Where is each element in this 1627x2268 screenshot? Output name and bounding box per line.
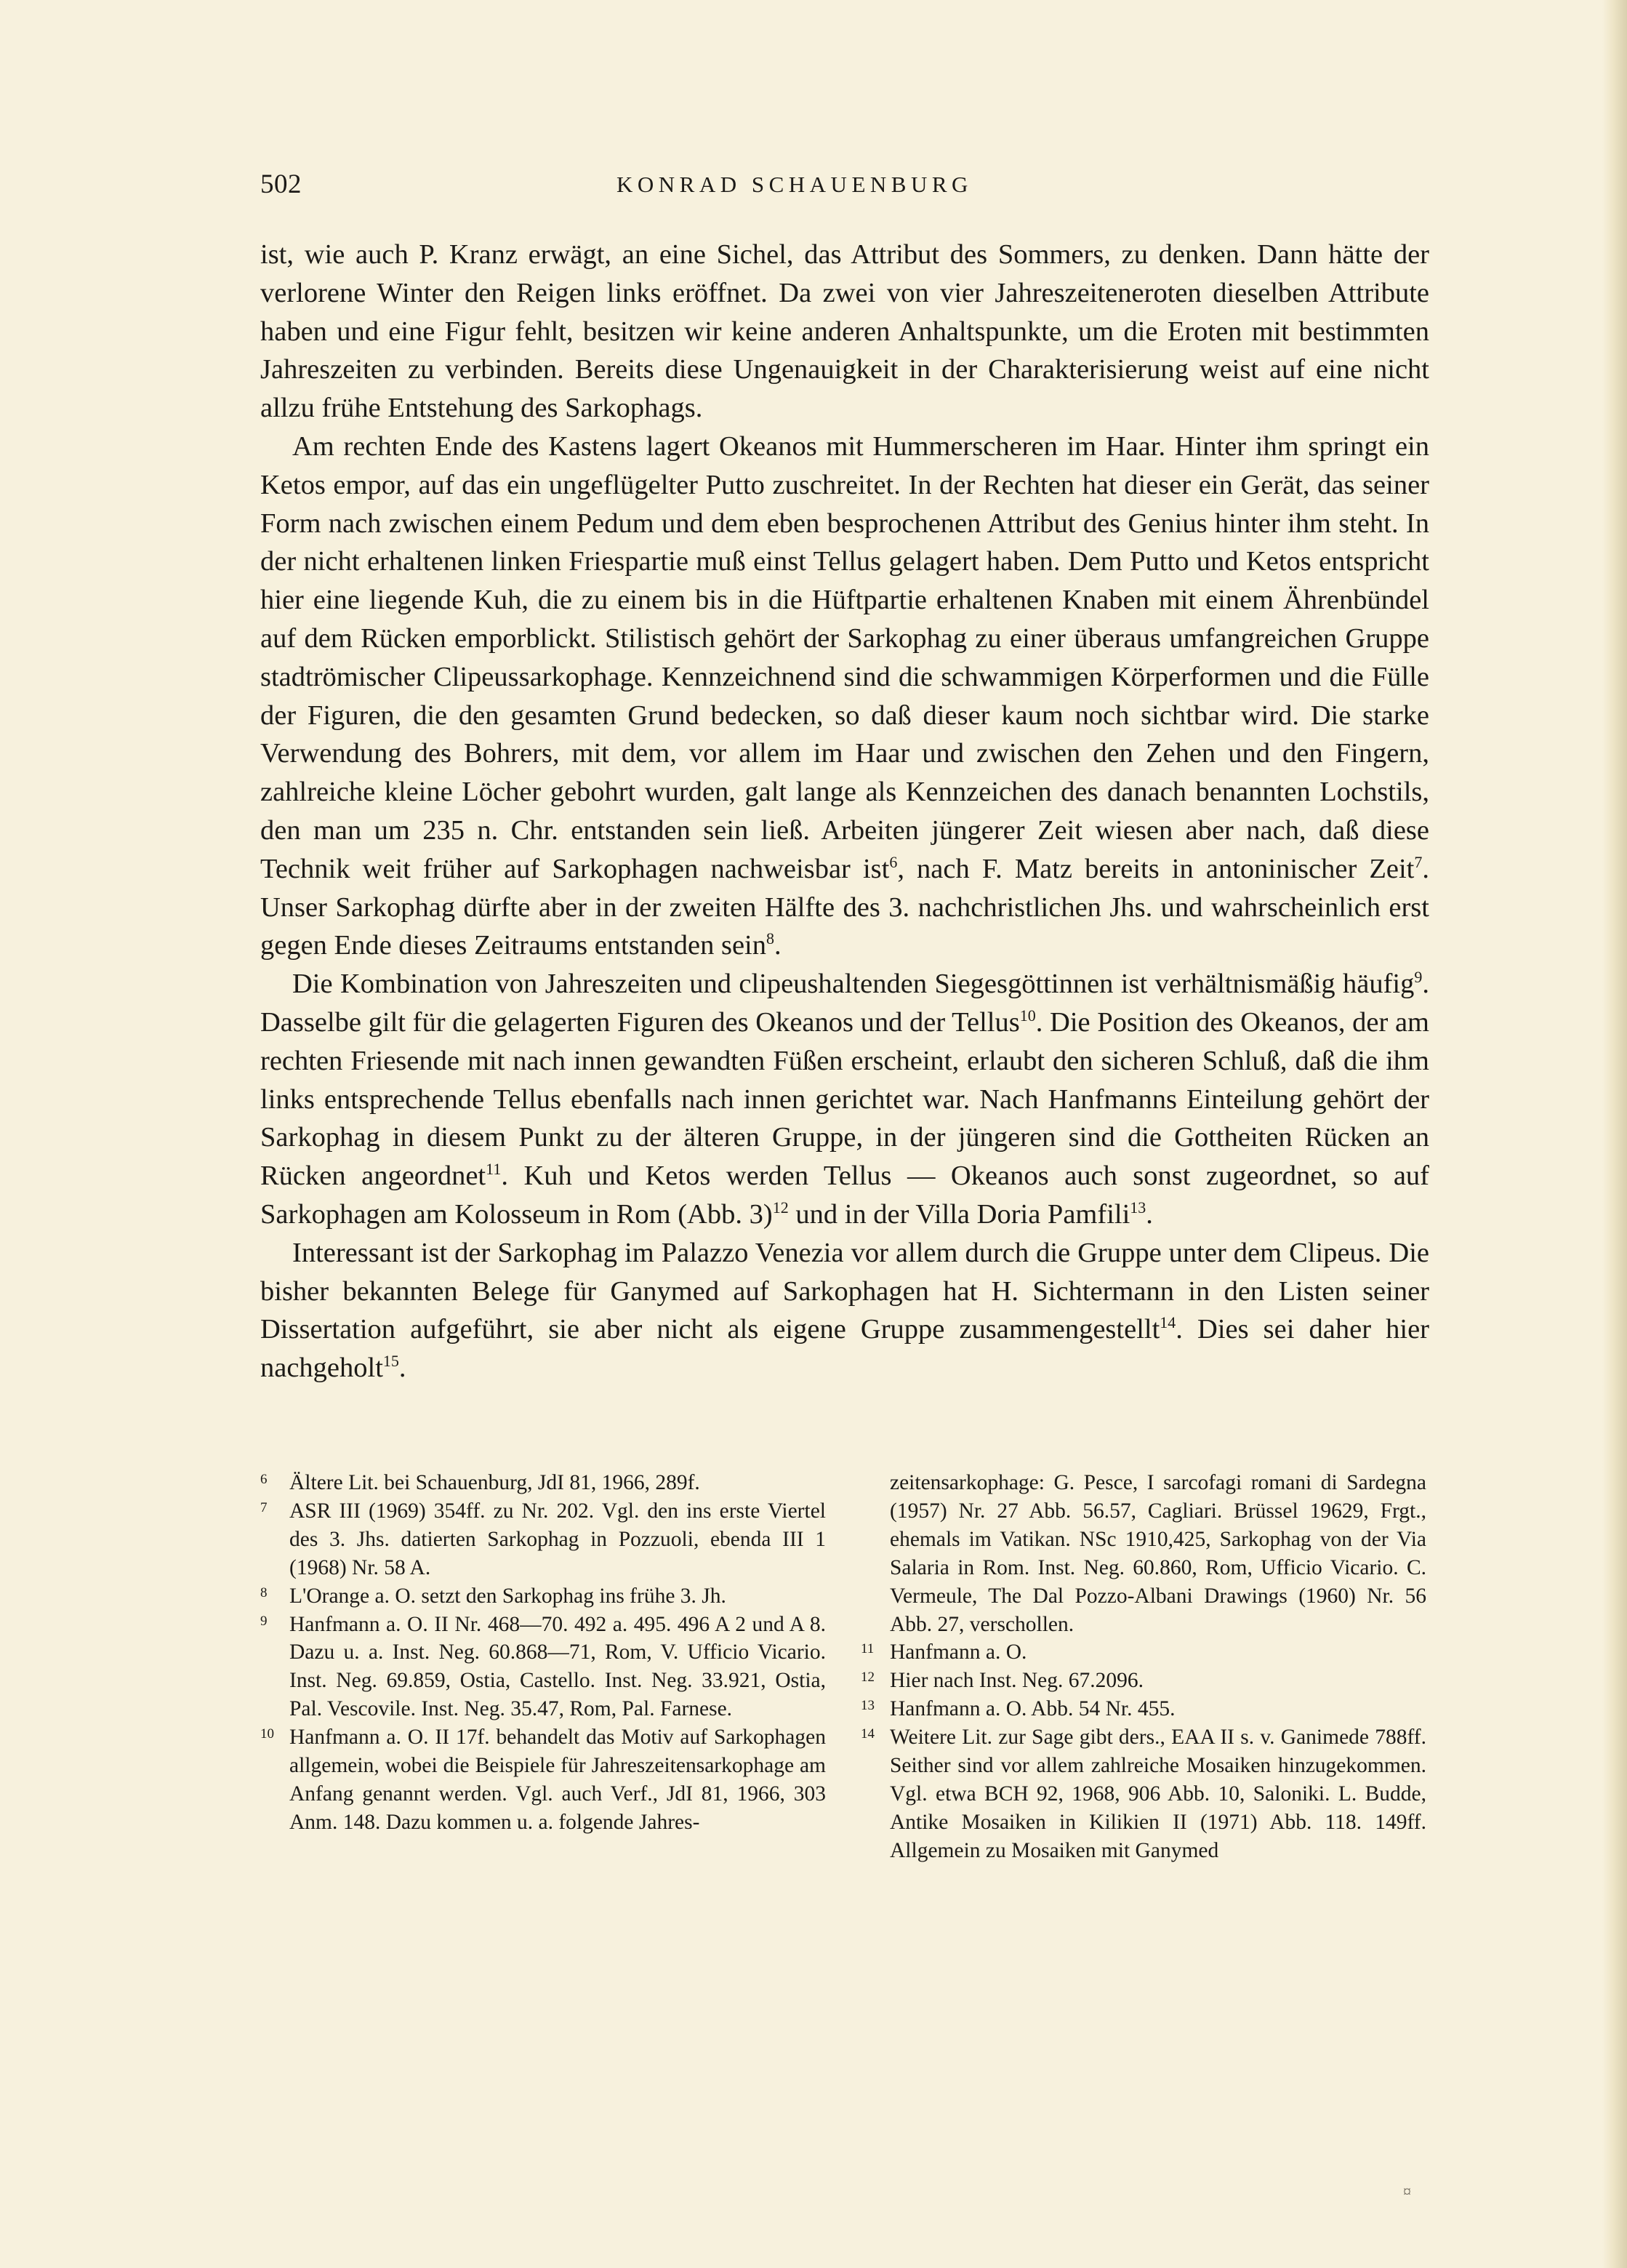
footnote-10: [260, 1723, 826, 1837]
footnote-ref-13: 13: [1130, 1198, 1146, 1217]
text-run: Interessant ist der Sarkophag im Palazzo Venezia vor allem durch die Gruppe unter dem Clipeus. Die bisher bekannten Belege für Ganymed auf Sarkophagen hat H. Sichtermann in den Listen seiner Dissertation aufgeführt, sie aber nicht als eigene Gruppe zusammengestellt: [260, 1237, 1429, 1345]
text-run: . Unser Sarkophag dürfte aber in der zweiten Hälfte des 3. nachchristlichen Jhs. und wahrscheinlich erst gegen Ende dieses Zeitraums entstanden sein: [260, 853, 1429, 961]
footnote-text: Hier nach Inst. Neg. 67.2096.: [890, 1669, 1144, 1693]
footnote-text: Hanfmann a. O.: [890, 1640, 1027, 1664]
footnote-text: Hanfmann a. O. Abb. 54 Nr. 455.: [890, 1697, 1176, 1721]
paragraph-3: [260, 965, 1429, 1234]
footnote-number: 7: [260, 1499, 268, 1515]
footnote-number: 14: [861, 1726, 875, 1742]
footnote-number: 13: [861, 1698, 875, 1714]
footnote-7: [260, 1497, 826, 1582]
footnote-number: 6: [260, 1472, 268, 1487]
stray-print-mark: ¤: [1403, 2182, 1411, 2200]
text-run: .: [398, 1353, 406, 1384]
paragraph-1: ist, wie auch P. Kranz erwägt, an eine Sichel, das Attribut des Sommers, zu denken. Dann hätte der verlorene Winter den Reigen links eröffnet. Da zwei von vier Jahreszeiteneroten dieselben Attribute haben und eine Figur fehlt, besitzen wir keine anderen Anhaltspunkte, um die Eroten mit bestimmten Jahreszeiten zu verbinden. Bereits diese Ungenauigkeit in der Charakterisierung weist auf eine nicht allzu frühe Entstehung des Sarkophags.: [260, 239, 1429, 424]
footnote-text: Hanfmann a. O. II Nr. 468—70. 492 a. 495. 496 A 2 und A 8. Dazu u. a. Inst. Neg. 60.868—71, Rom, V. Ufficio Vicario. Inst. Neg. 69.859, Ostia, Castello. Inst. Neg. 33.921, Ostia, Pal. Vescovile. Inst. Neg. 35.47, Rom, Pal. Farnese.: [289, 1612, 826, 1721]
footnote-11: [861, 1638, 1426, 1667]
footnote-10-continuation: zeitensarkophage: G. Pesce, I sarcofagi romani di Sardegna (1957) Nr. 27 Abb. 56.57, Cagliari. Brüssel 19629, Frgt., ehemals im Vatikan. NSc 1910,425, Sarkophag von der Via Salaria in Rom. Inst. Neg. 60.860, Rom, Ufficio Vicario. C. Vermeule, The Dal Pozzo-Albani Drawings (1960) Nr. 56 Abb. 27, verschollen.: [890, 1471, 1426, 1636]
footnote-ref-14: 14: [1160, 1313, 1176, 1332]
footnote-ref-6: 6: [889, 852, 898, 871]
text-run: , nach F. Matz bereits in antoninischer Zeit: [897, 853, 1415, 884]
footnote-12: [861, 1667, 1426, 1695]
footnote-ref-7: 7: [1414, 852, 1423, 871]
paragraph-4: [260, 1234, 1429, 1387]
footnote-14: [861, 1723, 1426, 1865]
text-run: . Kuh und Ketos werden Tellus — Okeanos auch sonst zugeordnet, so auf Sarkophagen am Kolosseum in Rom (Abb. 3): [260, 1161, 1430, 1230]
text-run: und in der Villa Doria Pamfili: [788, 1198, 1130, 1230]
footnote-8: [260, 1582, 826, 1611]
footnote-9: [260, 1611, 826, 1724]
footnote-ref-12: 12: [772, 1198, 789, 1217]
footnote-text: Weitere Lit. zur Sage gibt ders., EAA II s. v. Ganimede 788ff. Seither sind vor allem zahlreiche Mosaiken hinzugekommen. Vgl. etwa BCH 92, 1968, 906 Abb. 10, Saloniki. L. Budde, Antike Mosaiken in Kilikien II (1971) Abb. 118. 149ff. Allgemein zu Mosaiken mit Ganymed: [890, 1726, 1426, 1862]
paragraph-2: [260, 428, 1429, 965]
text-run: Am rechten Ende des Kastens lagert Okeanos mit Hummerscheren im Haar. Hinter ihm springt ein Ketos empor, auf das ein ungeflügelter Putto zuschreitet. In der Rechten hat dieser ein Gerät, das seiner Form nach zwischen einem Pedum und dem eben besprochenen Attribut des Genius hinter ihm steht. In der nicht erhaltenen linken Friespartie muß einst Tellus gelagert haben. Dem Putto und Ketos entspricht hier eine liegende Kuh, die zu einem bis in die Hüftpartie erhaltenen Knaben mit einem Ährenbündel auf dem Rücken emporblickt. Stilistisch gehört der Sarkophag zu einer überaus umfangreichen Gruppe stadtrömischer Clipeussarkophage. Kennzeichnend sind die schwammigen Körperformen und die Fülle der Figuren, die den gesamten Grund bedecken, so daß dieser kaum noch sichtbar wird. Die starke Verwendung des Bohrers, mit dem, vor allem im Haar und zwischen den Zehen und den Fingern, zahlreiche kleine Löcher gebohrt wurden, galt lange als Kennzeichen des danach benannten Lochstils, den man um 235 n. Chr. entstanden sein ließ. Arbeiten jüngerer Zeit wiesen aber nach, daß diese Technik weit früher auf Sarkophagen nachweisbar ist: [260, 430, 1429, 884]
footnote-ref-11: 11: [486, 1160, 502, 1179]
footnote-number: 9: [260, 1613, 268, 1629]
footnote-text: Ältere Lit. bei Schauenburg, JdI 81, 1966, 289f.: [289, 1471, 700, 1494]
page-edge-shadow: [1602, 0, 1627, 2268]
footnote-number: 8: [260, 1584, 268, 1600]
page-number: 502: [260, 169, 302, 199]
footnotes-left-column: [260, 1469, 826, 1837]
footnote-ref-9: 9: [1414, 968, 1423, 987]
text-run: Die Kombination von Jahreszeiten und clipeushaltenden Siegesgöttinnen ist verhältnismäßig häufig: [292, 969, 1415, 1000]
text-run: .: [774, 930, 782, 961]
text-run: . Dies sei daher hier nachgeholt: [260, 1314, 1429, 1384]
footnote-number: 12: [861, 1670, 875, 1686]
footnote-text: ASR III (1969) 354ff. zu Nr. 202. Vgl. den ins erste Viertel des 3. Jhs. datierten Sarkophag in Pozzuoli, ebenda III 1 (1968) Nr. 58 A.: [289, 1499, 826, 1579]
footnote-ref-15: 15: [382, 1352, 399, 1371]
footnote-text: L'Orange a. O. setzt den Sarkophag ins frühe 3. Jh.: [289, 1584, 726, 1608]
footnote-13: [861, 1695, 1426, 1723]
text-run: . Dasselbe gilt für die gelagerten Figuren des Okeanos und der Tellus: [260, 969, 1429, 1038]
footnote-number: 11: [861, 1641, 875, 1657]
text-run: .: [1146, 1198, 1153, 1230]
running-head: KONRAD SCHAUENBURG: [616, 172, 973, 197]
footnotes-right-column: [861, 1469, 1426, 1865]
text-run: . Die Position des Okeanos, der am rechten Friesende mit nach innen gewandten Füßen erscheint, erlaubt den sicheren Schluß, daß die ihm links entsprechende Tellus ebenfalls nach innen gerichtet war. Nach Hanfmanns Einteilung gehört der Sarkophag in diesem Punkt zu der älteren Gruppe, in der jüngeren sind die Gottheiten Rücken an Rücken angeordnet: [260, 1006, 1429, 1192]
footnote-number: 10: [260, 1726, 274, 1742]
footnote-ref-8: 8: [766, 929, 774, 948]
body-text: [260, 236, 1429, 1387]
footnote-6: [260, 1469, 826, 1497]
footnote-text: Hanfmann a. O. II 17f. behandelt das Motiv auf Sarkophagen allgemein, wobei die Beispiele für Jahreszeitensarkophage am Anfang genannt werden. Vgl. auch Verf., JdI 81, 1966, 303 Anm. 148. Dazu kommen u. a. folgende Jahres-: [289, 1726, 826, 1834]
footnote-ref-10: 10: [1019, 1006, 1036, 1025]
